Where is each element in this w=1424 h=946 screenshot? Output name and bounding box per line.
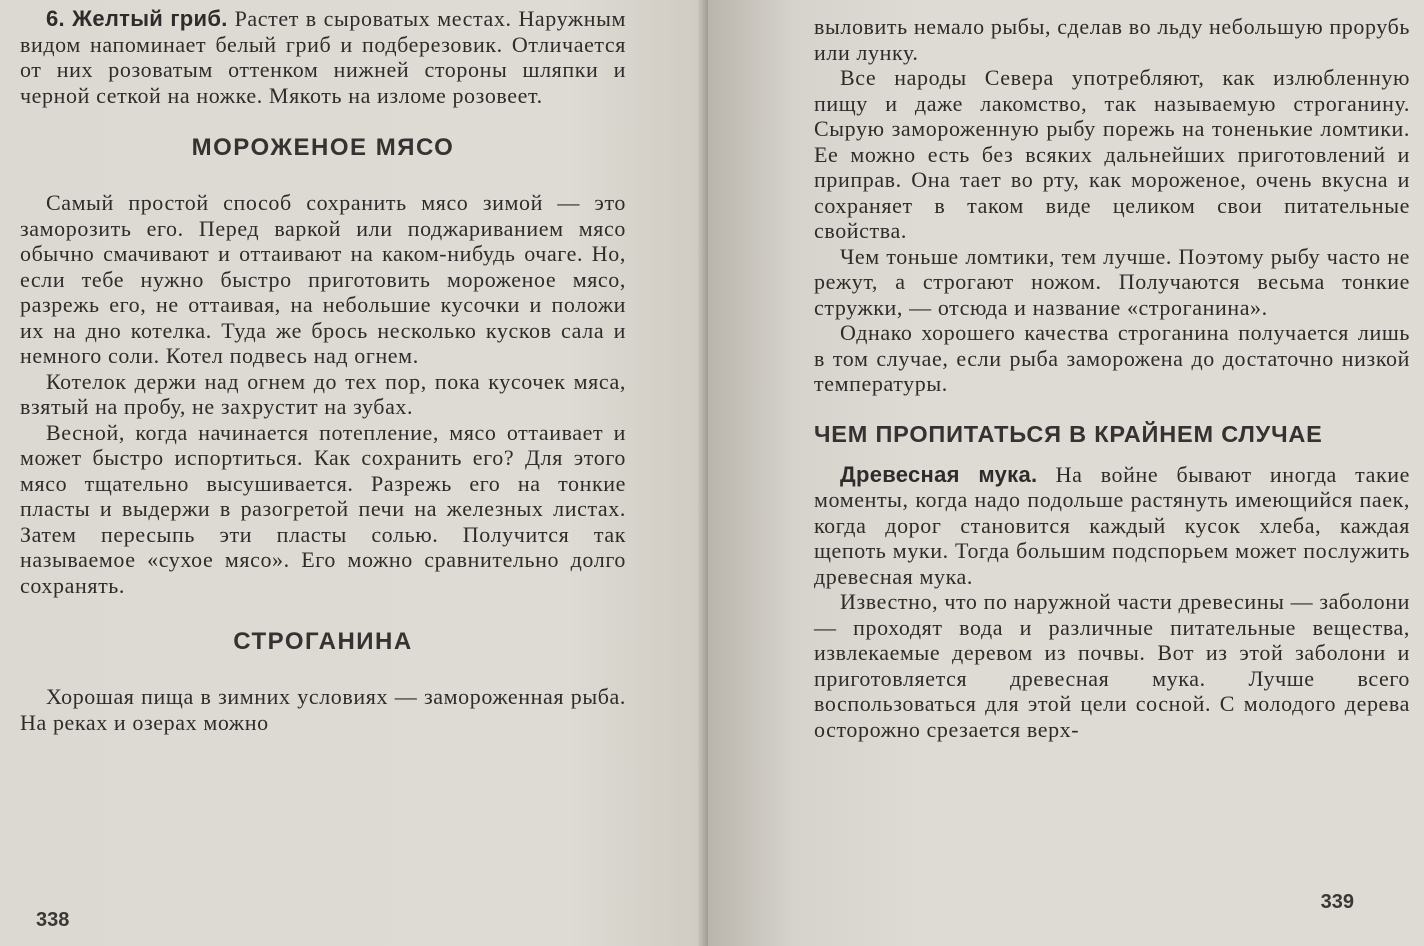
stroganina-paragraph-2: Все народы Севера употребляют, как излюбленную пищу и даже лакомство, так называемую строганину. Сырую замороженную рыбу порежь на тоненькие ломтики. Ее можно есть без всяких дальнейших приготовлений и приправ. Она тает во рту, как мороженое, очень вкусна и сохраняет в таком виде целиком свои питательные свойства. [814, 65, 1410, 243]
wood-flour-paragraph-2: Известно, что по наружной части древесины — заболони — проходят вода и различные питательные вещества, извлекаемые деревом из почвы. Вот из этой заболони и приготовляется древесная мука. Лучше всего воспользоваться для этой цели сосной. С молодого дерева осторожно срезается верх- [814, 589, 1410, 742]
heading-stroganina: СТРОГАНИНА [233, 628, 413, 655]
page-number-right: 339 [1320, 891, 1354, 913]
right-page [708, 0, 1424, 946]
meat-paragraph-2: Котелок держи над огнем до тех пор, пока кусочек мяса, взятый на пробу, не захрустит на зубах. [20, 368, 626, 419]
heading-extreme-case: ЧЕМ ПРОПИТАТЬСЯ В КРАЙНЕМ СЛУЧАЕ [814, 420, 1323, 447]
wood-flour-paragraph-1 [814, 462, 1410, 590]
stroganina-paragraph-1: Хорошая пища в зимних условиях — замороженная рыба. На реках и озерах можно [20, 684, 626, 735]
page-number-left: 338 [36, 909, 70, 931]
wood-flour-text: На войне бывают иногда такие моменты, когда надо подольше растянуть имеющийся паек, когда дорог становится каждый кусок хлеба, каждая щепоть муки. Тогда большим подспорьем может послужить древесная мука. [814, 461, 1411, 589]
wood-flour-lead: Древесная мука. [840, 461, 1038, 487]
heading-frozen-meat: МОРОЖЕНОЕ МЯСО [191, 134, 455, 161]
stroganina-paragraph-4: Однако хорошего качества строганина получается лишь в том случае, если рыба заморожена до достаточно низкой температуры. [814, 320, 1410, 396]
mushroom-lead: 6. Желтый гриб. [46, 6, 228, 31]
meat-paragraph-3: Весной, когда начинается потепление, мясо оттаивает и может быстро испортиться. Как сохранить его? Для этого мясо тщательно высушивается. Разрежь его на тонкие пласты и выдержи в разогретой печи на железных листах. Затем пересыпь эти пласты солью. Получится так называемое «сухое мясо». Его можно сравнительно долго сохранять. [20, 419, 626, 598]
stroganina-paragraph-3: Чем тоньше ломтики, тем лучше. Поэтому рыбу часто не режут, а строгают ножом. Получаются весьма тонкие стружки, — отсюда и название «строганина». [814, 243, 1410, 320]
mushroom-text: Растет в сыроватых местах. Наружным видом напоминает белый гриб и подберезовик. Отличается от них розоватым оттенком нижней стороны шляпки и черной сеткой на ножке. Мякоть на изломе розовеет. [20, 6, 626, 108]
mushroom-paragraph [20, 6, 626, 108]
meat-paragraph-1: Самый простой способ сохранить мясо зимой — это заморозить его. Перед варкой или поджариванием мясо обычно смачивают и оттаивают на каком-нибудь очаге. Но, если тебе нужно быстро приготовить мороженое мясо, разрежь его, не оттаивая, на небольшие кусочки и положи их на дно котелка. Туда же брось несколько кусков сала и немного соли. Котел подвесь над огнем. [20, 190, 626, 368]
left-page [0, 0, 708, 946]
continued-paragraph: выловить немало рыбы, сделав во льду небольшую прорубь или лунку. [814, 14, 1410, 65]
